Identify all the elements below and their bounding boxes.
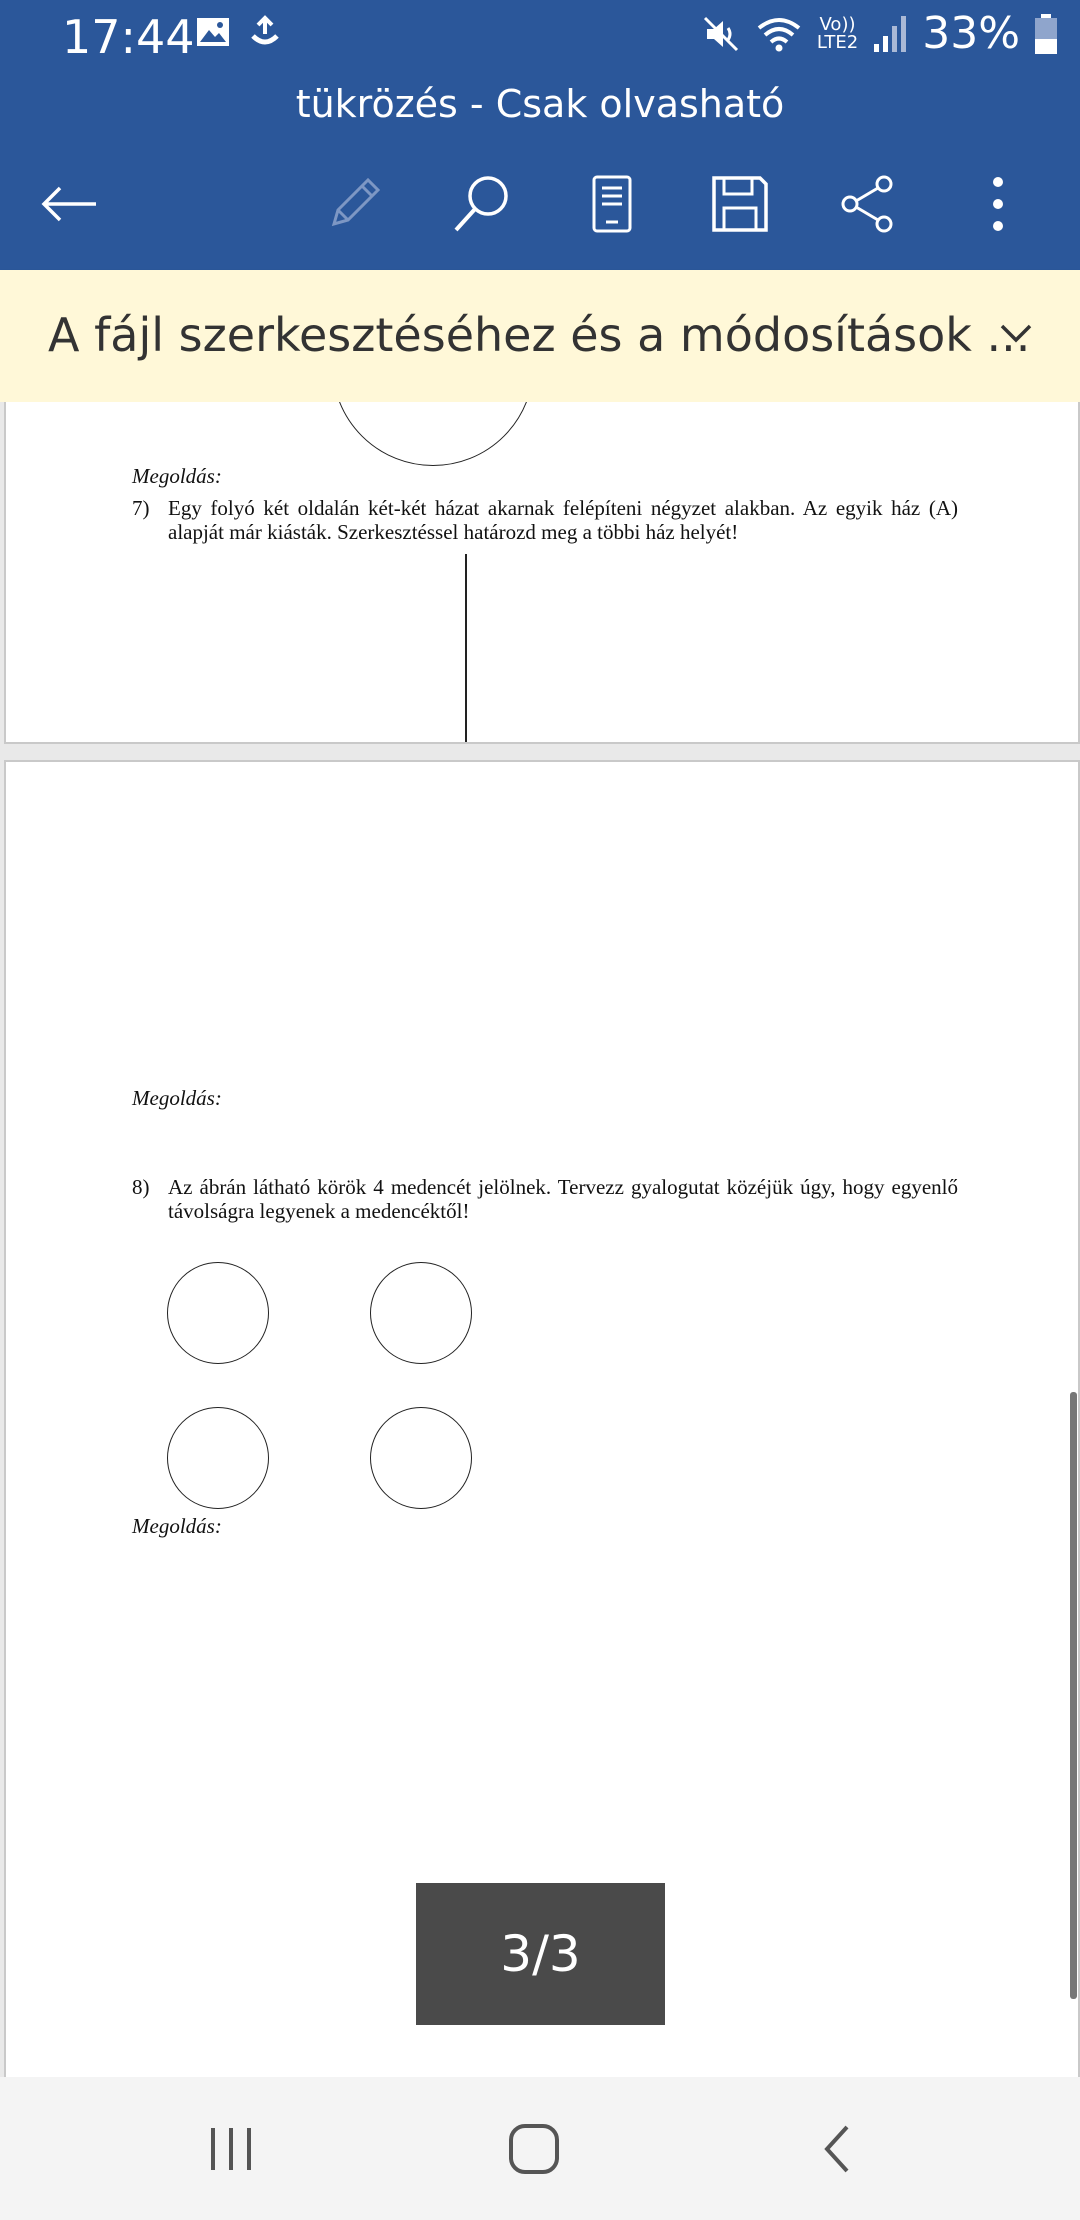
banner-text: A fájl szerkesztéséhez és a módosítások ... [48,308,1031,362]
home-button[interactable] [494,2117,574,2181]
recent-apps-button[interactable] [191,2117,271,2181]
river-line [465,554,467,742]
document-page [4,760,1080,2077]
back-button[interactable] [34,168,106,240]
document-title: tükrözés - Csak olvasható [0,72,1080,136]
edit-icon [324,174,384,234]
task-number: 7) [132,496,150,520]
edit-button[interactable] [318,168,390,240]
task-text: Egy folyó két oldalán két-két házat akarnak felépíteni négyzet alakban. Az egyik ház (A) alapját már kiásták. Szerkesztéssel határozd meg a többi ház helyét! [168,496,958,544]
search-icon [450,172,514,236]
mobile-view-icon [590,174,634,234]
pool-circle [370,1262,472,1364]
back-nav-icon [819,2123,855,2175]
battery-percent: 33% [922,8,1020,59]
pool-circle [167,1262,269,1364]
chevron-down-icon[interactable] [996,314,1036,354]
pool-circle [370,1407,472,1509]
status-time: 17:44 [62,10,195,64]
document-page [4,402,1080,744]
save-button[interactable] [704,168,776,240]
volte-icon: Vo)) LTE2 [816,13,859,53]
navigation-bar [0,2077,1080,2220]
edit-banner[interactable] [0,270,1080,402]
share-icon [838,174,898,234]
back-nav-button[interactable] [797,2117,877,2181]
page-indicator: 3/3 [416,1883,665,2025]
task-text: Az ábrán látható körök 4 medencét jelölnek. Tervezz gyalogutat közéjük úgy, hogy egyenlő távolságra legyenek a medencéktől! [168,1175,958,1223]
status-icons-left [195,14,285,55]
wifi-icon [755,14,803,54]
solution-label: Megoldás: [132,1086,222,1110]
pool-circle [167,1407,269,1509]
network-label: LTE2 [816,31,859,53]
search-button[interactable] [446,168,518,240]
battery-icon [1034,13,1058,55]
back-icon [40,184,100,224]
toolbar [0,136,1080,270]
upload-icon [245,14,285,50]
save-icon [710,174,770,234]
mute-icon [701,14,741,54]
document-viewport[interactable] [0,402,1080,2077]
status-bar [0,0,1080,72]
figure-circle [332,402,534,466]
more-icon [988,176,1008,232]
task-8 [132,1175,958,1223]
solution-label: Megoldás: [132,464,222,488]
solution-label: Megoldás: [132,1514,222,1538]
task-number: 8) [132,1175,150,1199]
scrollbar[interactable] [1070,1392,1077,1999]
task-7 [132,496,958,544]
status-icons-right [701,8,1058,59]
recent-apps-icon [207,2124,255,2174]
more-button[interactable] [962,168,1034,240]
image-icon [195,14,231,50]
mobile-view-button[interactable] [576,168,648,240]
signal-icon [872,14,908,54]
share-button[interactable] [832,168,904,240]
home-icon [506,2121,562,2177]
